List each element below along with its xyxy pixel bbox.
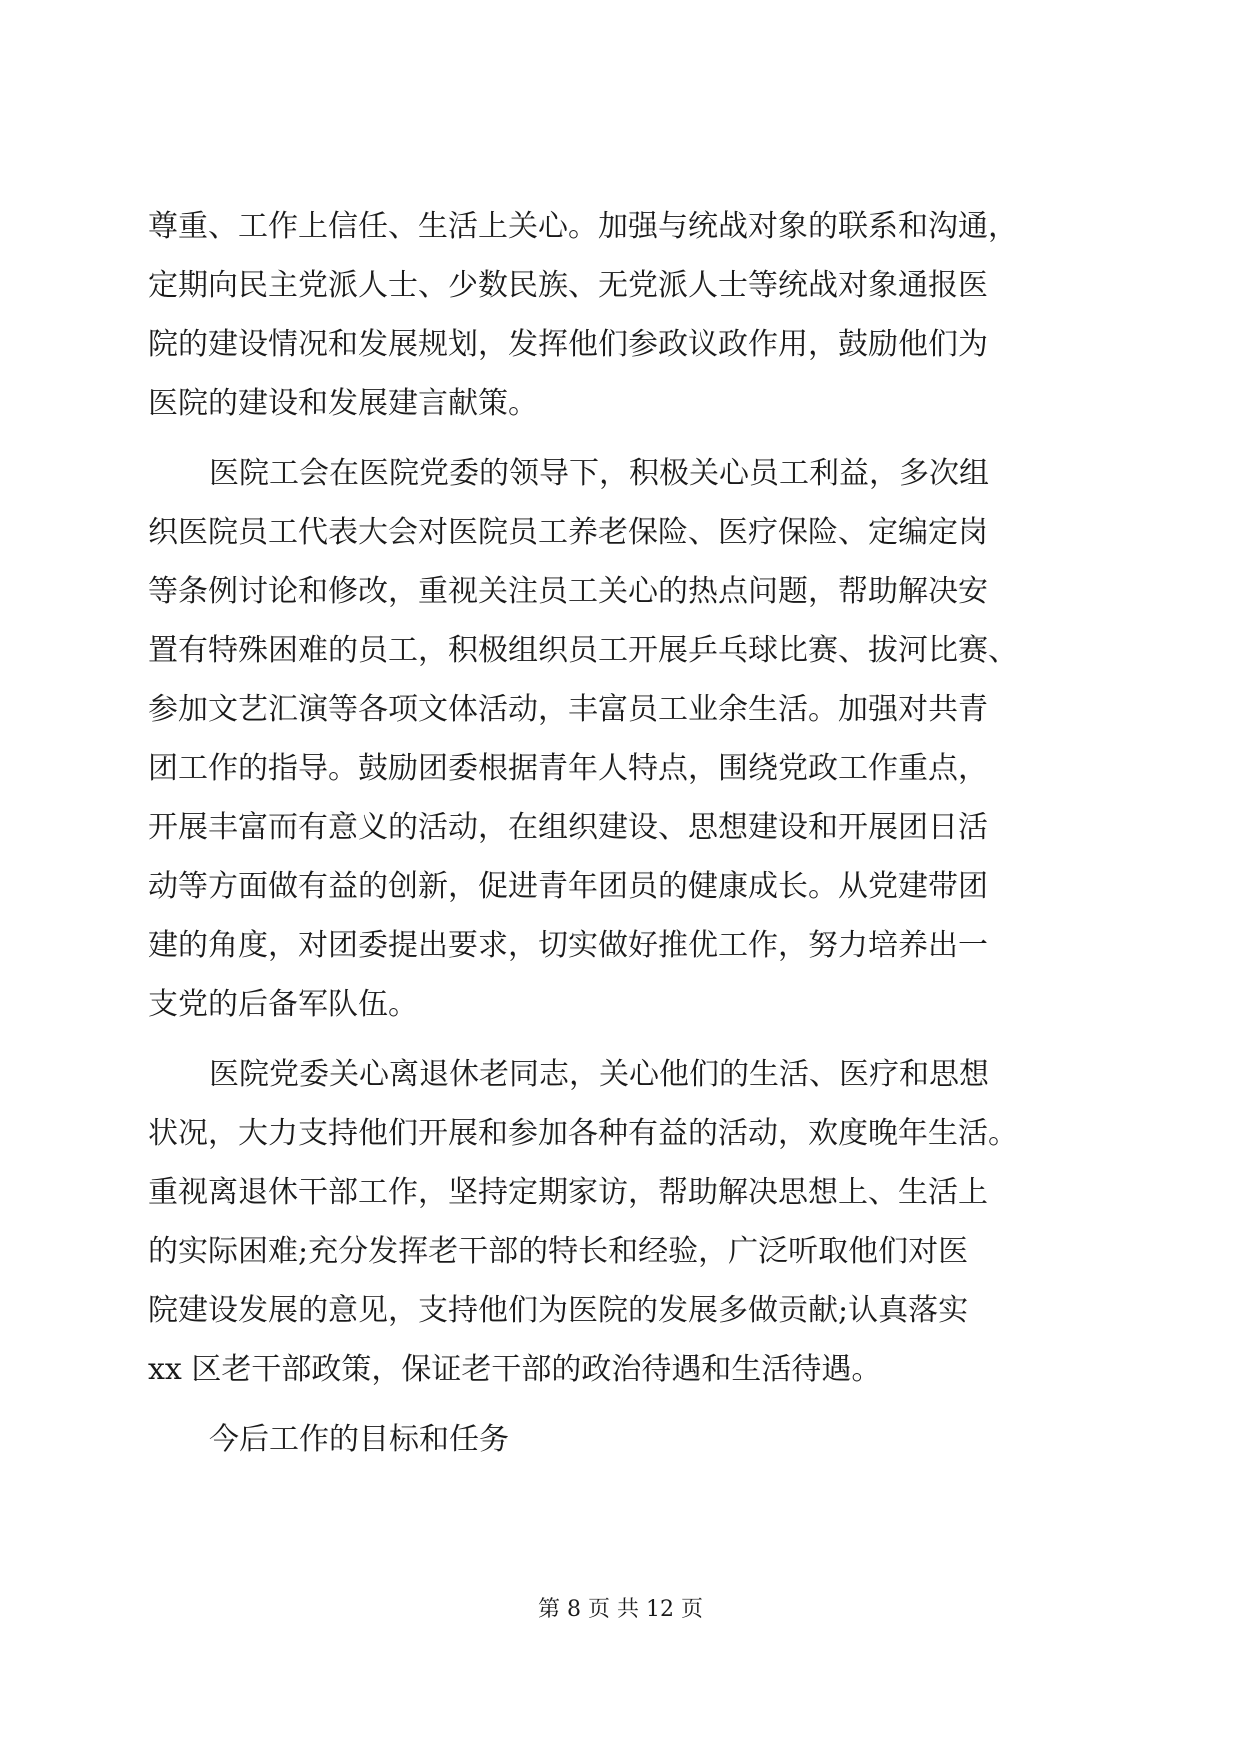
text-line-content: 定期向民主党派人士、少数民族、无党派人士等统战对象通报医	[148, 268, 988, 303]
text-line	[0, 798, 1241, 858]
text-line-content: 医院党委关心离退休老同志，关心他们的生活、医疗和思想	[209, 1057, 989, 1092]
text-line-content: 动等方面做有益的创新，促进青年团员的健康成长。从党建带团	[148, 869, 988, 904]
text-line	[0, 621, 1241, 681]
text-line	[0, 256, 1241, 316]
text-line	[0, 1222, 1241, 1282]
text-line-content: 参加文艺汇演等各项文体活动，丰富员工业余生活。加强对共青	[148, 692, 988, 727]
text-line	[0, 1340, 1241, 1400]
text-line	[0, 975, 1241, 1035]
text-line-content: 状况，大力支持他们开展和参加各种有益的活动，欢度晚年生活。	[148, 1116, 1018, 1151]
paragraph-first-line	[0, 444, 1241, 504]
section-heading-text: 今后工作的目标和任务	[209, 1422, 509, 1457]
text-line-content: 团工作的指导。鼓励团委根据青年人特点，围绕党政工作重点，	[148, 751, 988, 786]
text-line	[0, 315, 1241, 375]
text-line-content: 医院的建设和发展建言献策。	[148, 386, 538, 421]
section-heading	[0, 1410, 1241, 1470]
text-line-content: 医院工会在医院党委的领导下，积极关心员工利益，多次组	[209, 456, 989, 491]
page-footer: 第 8 页 共 12 页	[538, 1597, 703, 1622]
text-line	[0, 374, 1241, 434]
text-line	[0, 916, 1241, 976]
text-line	[0, 197, 1241, 257]
text-line	[0, 1163, 1241, 1223]
text-line	[0, 1281, 1241, 1341]
text-line	[0, 503, 1241, 563]
text-line-content: 置有特殊困难的员工，积极组织员工开展乒乓球比赛、拔河比赛、	[148, 633, 1018, 668]
text-line-content: 织医院员工代表大会对医院员工养老保险、医疗保险、定编定岗	[148, 515, 988, 550]
text-line	[0, 680, 1241, 740]
text-line-content: 的实际困难;充分发挥老干部的特长和经验，广泛听取他们对医	[148, 1234, 969, 1269]
text-line-content: xx 区老干部政策，保证老干部的政治待遇和生活待遇。	[148, 1352, 882, 1387]
text-line-content: 院建设发展的意见，支持他们为医院的发展多做贡献;认真落实	[148, 1293, 969, 1328]
paragraph-first-line	[0, 1045, 1241, 1105]
text-line-content: 支党的后备军队伍。	[148, 987, 418, 1022]
text-line-content: 建的角度，对团委提出要求，切实做好推优工作，努力培养出一	[148, 928, 988, 963]
text-line	[0, 1104, 1241, 1164]
text-line	[0, 739, 1241, 799]
text-line-content: 尊重、工作上信任、生活上关心。加强与统战对象的联系和沟通，	[148, 209, 1018, 244]
text-line	[0, 562, 1241, 622]
text-line-content: 院的建设情况和发展规划，发挥他们参政议政作用，鼓励他们为	[148, 327, 988, 362]
text-line-content: 等条例讨论和修改，重视关注员工关心的热点问题，帮助解决安	[148, 574, 988, 609]
text-line-content: 开展丰富而有意义的活动，在组织建设、思想建设和开展团日活	[148, 810, 988, 845]
text-line	[0, 857, 1241, 917]
text-line-content: 重视离退休干部工作，坚持定期家访，帮助解决思想上、生活上	[148, 1175, 988, 1210]
